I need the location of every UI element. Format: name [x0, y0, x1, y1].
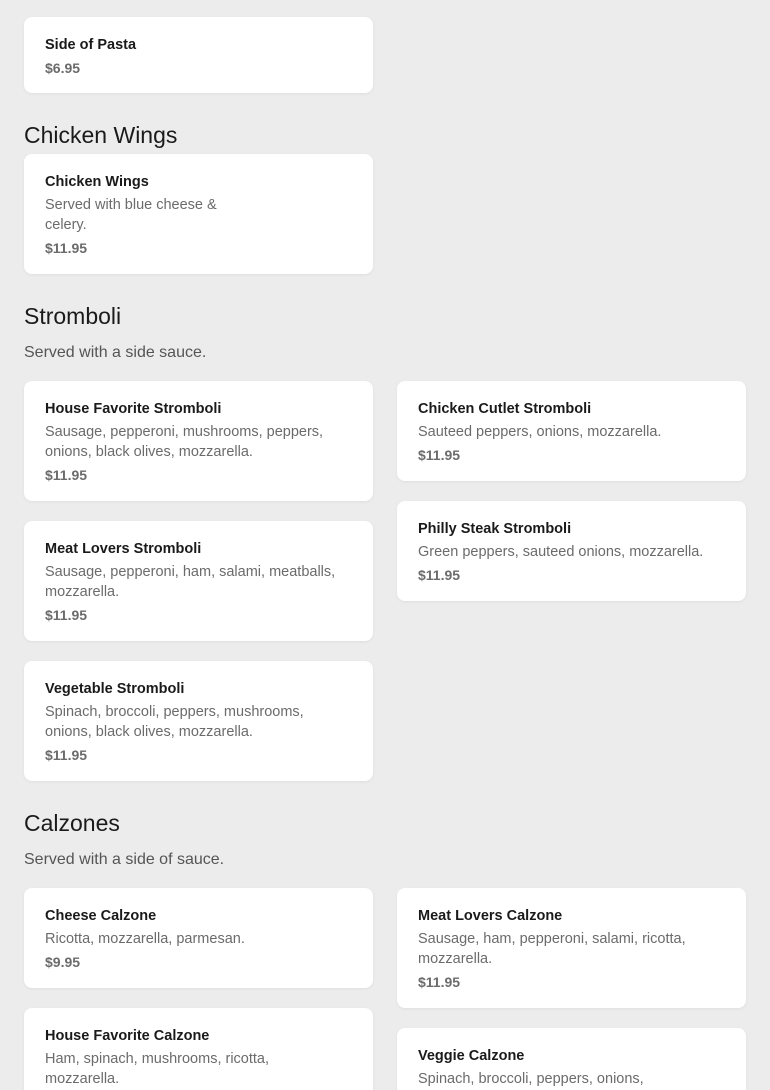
menu-item-price: $11.95 — [45, 607, 88, 623]
menu-item-description: Ricotta, mozzarella, parmesan. — [45, 931, 245, 947]
menu-item-card[interactable] — [397, 888, 746, 1008]
menu-item-card[interactable] — [24, 888, 373, 988]
menu-item-card[interactable] — [397, 501, 746, 601]
menu-item-name: Veggie Calzone — [418, 1048, 525, 1064]
menu-item-price: $11.95 — [418, 447, 461, 463]
section-title-chicken-wings: Chicken Wings — [24, 122, 178, 148]
menu-item-name: Meat Lovers Calzone — [418, 908, 563, 924]
menu-item-card[interactable] — [24, 661, 373, 781]
menu-item-price: $11.95 — [418, 974, 461, 990]
section-subtitle-calzones: Served with a side of sauce. — [24, 851, 225, 868]
menu-item-description: Spinach, broccoli, peppers, mushrooms, onions, black olives, mozzarella. — [45, 704, 304, 740]
menu-item-name: Chicken Cutlet Stromboli — [418, 401, 592, 417]
menu-item-description: Sausage, pepperoni, mushrooms, peppers, onions, black olives, mozzarella. — [45, 424, 324, 460]
menu-item-name: Meat Lovers Stromboli — [45, 541, 202, 557]
menu-item-name: Philly Steak Stromboli — [418, 521, 572, 537]
menu-item-card[interactable] — [24, 154, 373, 274]
menu-item-name: House Favorite Calzone — [45, 1028, 210, 1044]
section-title-stromboli: Stromboli — [24, 303, 122, 329]
menu-item-description: Green peppers, sauteed onions, mozzarella. — [418, 544, 704, 560]
menu-item-description: Sausage, pepperoni, ham, salami, meatballs, mozzarella. — [45, 564, 336, 600]
menu-item-description: Served with blue cheese & celery. — [45, 197, 217, 233]
menu-item-name: Chicken Wings — [45, 174, 149, 190]
menu-item-card[interactable] — [24, 17, 373, 93]
menu-item-price: $11.95 — [45, 467, 88, 483]
section-title-calzones: Calzones — [24, 810, 120, 836]
menu-item-card[interactable] — [397, 381, 746, 481]
menu-item-price: $11.95 — [45, 747, 88, 763]
menu-item-description: Sausage, ham, pepperoni, salami, ricotta, mozzarella. — [418, 931, 686, 967]
menu-item-description: Spinach, broccoli, peppers, onions, — [418, 1071, 644, 1087]
menu-item-card[interactable] — [24, 381, 373, 501]
menu-item-price: $9.95 — [45, 954, 81, 970]
menu-item-price: $11.95 — [418, 567, 461, 583]
menu-item-name: Vegetable Stromboli — [45, 681, 185, 697]
menu-item-price: $11.95 — [45, 240, 88, 256]
menu-item-card[interactable] — [24, 521, 373, 641]
menu-item-description: Sauteed peppers, onions, mozzarella. — [418, 424, 662, 440]
menu-item-name: House Favorite Stromboli — [45, 401, 222, 417]
menu-item-card[interactable] — [397, 1028, 746, 1090]
menu-item-price: $6.95 — [45, 60, 81, 76]
menu-item-card[interactable] — [24, 1008, 373, 1090]
menu-item-name: Cheese Calzone — [45, 908, 157, 924]
section-subtitle-stromboli: Served with a side sauce. — [24, 344, 207, 361]
menu-item-name: Side of Pasta — [45, 37, 137, 53]
menu-item-description: Ham, spinach, mushrooms, ricotta, mozzarella. — [45, 1051, 270, 1087]
